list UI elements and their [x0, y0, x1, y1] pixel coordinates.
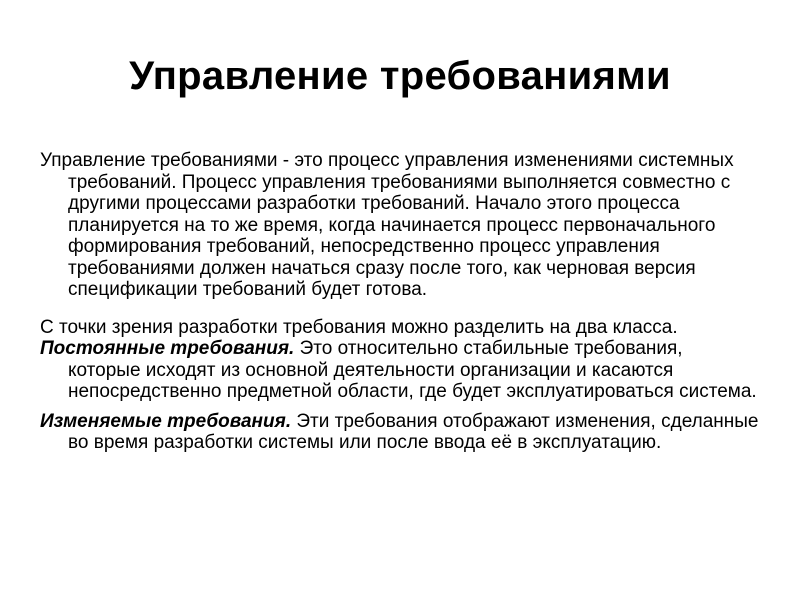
term-changeable-requirements: Изменяемые требования. — [40, 410, 292, 432]
paragraph-text: Это относительно стабильные требования, которые исходят из основной деятельности организации и касаются непосредственно предметной области, где будет эксплуатироваться система. — [68, 338, 757, 402]
paragraph-text: Управление требованиями - это процесс управления изменениями системных требований. Процесс управления требованиями выполняется совместно с другими процессами разработки требований. Начало этого процесса планируется на то же время, когда начинается процесс первоначального формирования требований, непосредственно процесс управления требованиями должен начаться сразу после того, как черновая версия спецификации требований будет готова. — [40, 150, 734, 300]
term-permanent-requirements: Постоянные требования. — [40, 338, 295, 359]
slide-title: Управление требованиями — [129, 54, 671, 98]
paragraph-permanent-requirements — [40, 338, 760, 403]
paragraph-classes-intro — [40, 317, 760, 339]
paragraph-text: Эти требования отображают изменения, сделанные во время разработки системы или после ввода её в эксплуатацию. — [68, 410, 759, 453]
paragraph-definition — [40, 150, 760, 301]
paragraph-changeable-requirements — [40, 411, 760, 454]
slide-body — [40, 150, 760, 454]
paragraph-text: С точки зрения разработки требования можно разделить на два класса. — [40, 316, 678, 338]
